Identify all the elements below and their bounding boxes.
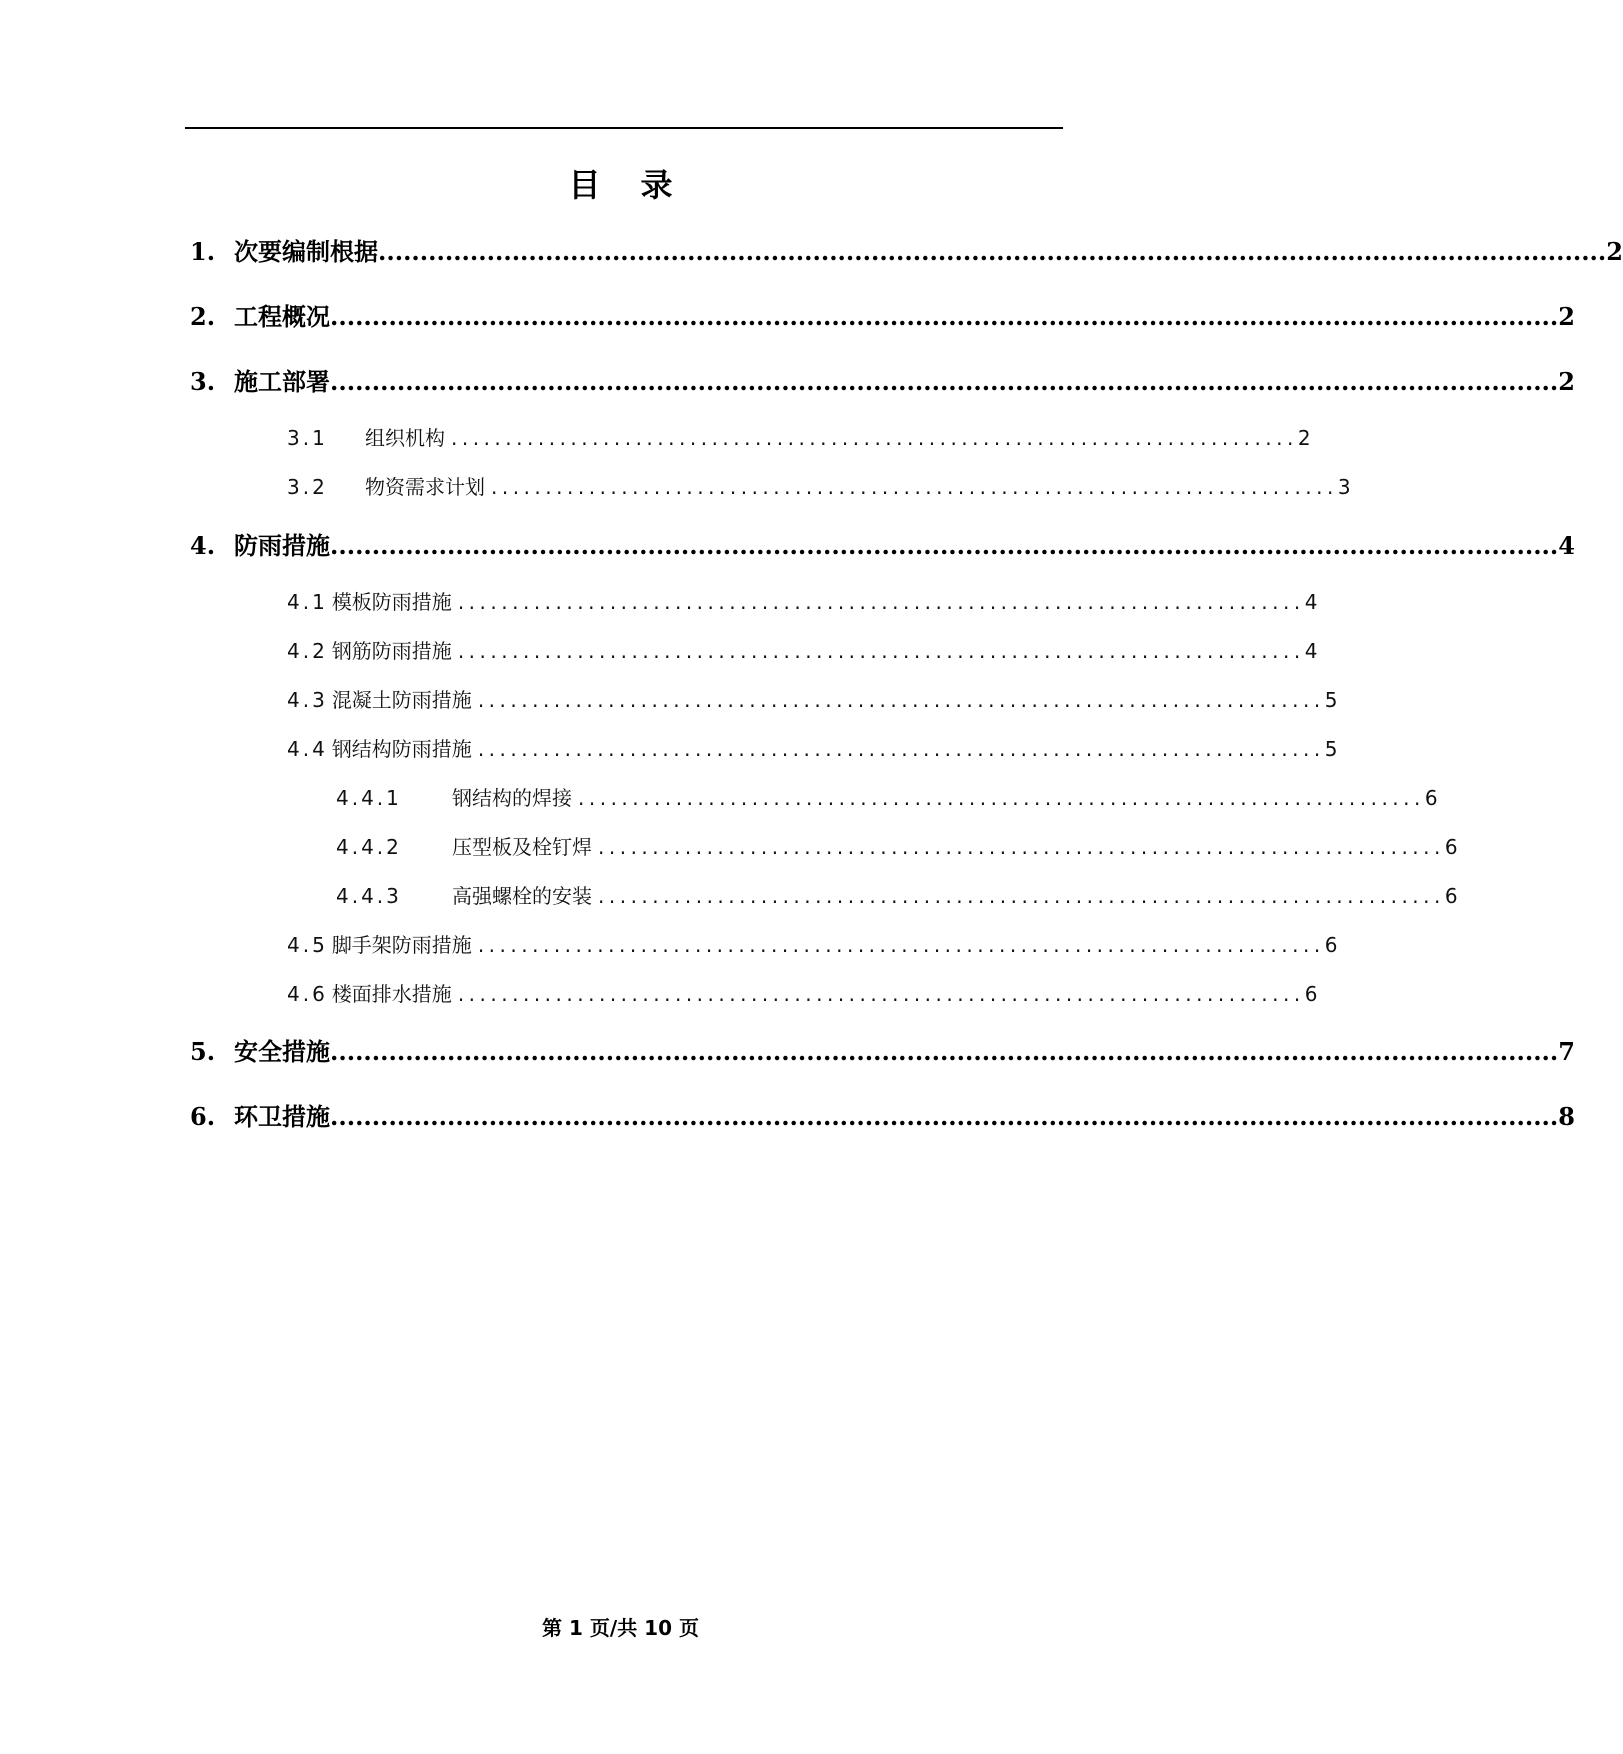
toc-entry-page: 5 [1324, 688, 1338, 712]
toc-leader-dots: .............................................................................. [491, 475, 1338, 499]
toc-entry[interactable] [287, 635, 1318, 664]
toc-entry-page: 2 [1606, 237, 1623, 266]
toc-entry-page: 4 [1558, 531, 1575, 560]
toc-entry-number: 4.4.2 [336, 835, 402, 859]
toc-entry-page: 6 [1304, 982, 1318, 1006]
toc-entry-number: 4.4.3 [336, 884, 402, 908]
toc-entry-number: 6. [190, 1102, 216, 1131]
toc-entry-title: 施工部署 [234, 368, 330, 396]
toc-entry-number: 3.2 [287, 475, 328, 499]
toc-entry-title: 环卫措施 [234, 1103, 330, 1131]
toc-entry-number: 4.3 [287, 688, 328, 712]
toc-entry-title: 组织机构 [365, 426, 445, 450]
toc-entry-page: 6 [1424, 786, 1438, 810]
toc-entry-title: 楼面排水措施 [331, 982, 452, 1006]
toc-leader-dots: .............................................................................. [477, 688, 1325, 712]
toc-entry-title: 安全措施 [234, 1038, 330, 1066]
toc-entry-number: 4.1 [287, 590, 328, 614]
toc-heading: 目录 [568, 166, 713, 204]
toc-entry-title: 工程概况 [234, 303, 330, 331]
toc-entry[interactable] [287, 586, 1318, 615]
toc-entry-number: 3.1 [287, 426, 328, 450]
toc-entry-title: 模板防雨措施 [331, 590, 452, 614]
toc-entry-number: 4.2 [287, 639, 328, 663]
toc-entry[interactable] [190, 362, 1575, 397]
toc-entry[interactable] [336, 782, 1438, 811]
toc-entry-title: 压型板及栓钉焊 [452, 835, 592, 859]
toc-leader-dots: .............................................................................. [477, 933, 1325, 957]
toc-entry-title: 钢结构的焊接 [452, 786, 572, 810]
toc-entry[interactable] [190, 526, 1575, 561]
toc-entry[interactable] [287, 471, 1351, 500]
toc-entry-title: 钢结构防雨措施 [331, 737, 472, 761]
toc-leader-dots: .............................................................................. [457, 590, 1305, 614]
toc-entry[interactable] [190, 232, 1623, 267]
toc-entry-number: 3. [190, 367, 216, 396]
toc-leader-dots: ................................................................................................................................................... [378, 237, 1607, 266]
toc-entry-page: 2 [1558, 367, 1575, 396]
page-footer: 第 1 页/共 10 页 [542, 1616, 699, 1640]
toc-entry-number: 4.6 [287, 982, 328, 1006]
toc-entry[interactable] [287, 929, 1338, 958]
toc-leader-dots: ................................................................................................................................................... [330, 531, 1559, 560]
toc-entry[interactable] [287, 978, 1318, 1007]
toc-entry-number: 1. [190, 237, 216, 266]
toc-entry-title: 钢筋防雨措施 [331, 639, 452, 663]
toc-entry-title: 次要编制根据 [234, 238, 378, 266]
toc-entry-title: 混凝土防雨措施 [331, 688, 472, 712]
toc-entry-number: 4.5 [287, 933, 328, 957]
toc-entry[interactable] [336, 880, 1458, 909]
toc-entry[interactable] [287, 733, 1338, 762]
toc-entry-number: 5. [190, 1037, 216, 1066]
toc-entry[interactable] [190, 1032, 1575, 1067]
toc-entry[interactable] [287, 684, 1338, 713]
toc-leader-dots: .............................................................................. [598, 884, 1445, 908]
toc-leader-dots: .............................................................................. [578, 786, 1425, 810]
toc-leader-dots: .............................................................................. [457, 982, 1305, 1006]
toc-entry-number: 4. [190, 531, 216, 560]
toc-entry-title: 脚手架防雨措施 [331, 933, 472, 957]
toc-leader-dots: .............................................................................. [451, 426, 1298, 450]
toc-entry-page: 8 [1558, 1102, 1575, 1131]
toc-leader-dots: ................................................................................................................................................... [330, 302, 1559, 331]
toc-leader-dots: .............................................................................. [477, 737, 1325, 761]
toc-entry[interactable] [190, 297, 1575, 332]
toc-entry-page: 2 [1558, 302, 1575, 331]
header-rule [185, 127, 1063, 129]
toc-entry[interactable] [336, 831, 1458, 860]
toc-entry-page: 5 [1324, 737, 1338, 761]
toc-entry-title: 防雨措施 [234, 532, 330, 560]
toc-entry-title: 高强螺栓的安装 [452, 884, 592, 908]
toc-leader-dots: ................................................................................................................................................... [330, 1102, 1559, 1131]
toc-entry-title: 物资需求计划 [365, 475, 485, 499]
toc-entry-page: 6 [1324, 933, 1338, 957]
toc-leader-dots: .............................................................................. [598, 835, 1445, 859]
toc-leader-dots: ................................................................................................................................................... [330, 1037, 1559, 1066]
toc-entry-page: 6 [1444, 835, 1458, 859]
toc-entry-page: 3 [1337, 475, 1351, 499]
toc-entry-page: 4 [1304, 639, 1318, 663]
toc-entry-page: 7 [1558, 1037, 1575, 1066]
toc-leader-dots: ................................................................................................................................................... [330, 367, 1559, 396]
toc-entry-page: 2 [1297, 426, 1311, 450]
toc-entry-page: 4 [1304, 590, 1318, 614]
toc-entry[interactable] [190, 1097, 1575, 1132]
toc-entry-number: 4.4 [287, 737, 328, 761]
toc-entry-number: 2. [190, 302, 216, 331]
toc-entry-page: 6 [1444, 884, 1458, 908]
toc-leader-dots: .............................................................................. [457, 639, 1305, 663]
toc-entry[interactable] [287, 422, 1311, 451]
toc-entry-number: 4.4.1 [336, 786, 402, 810]
